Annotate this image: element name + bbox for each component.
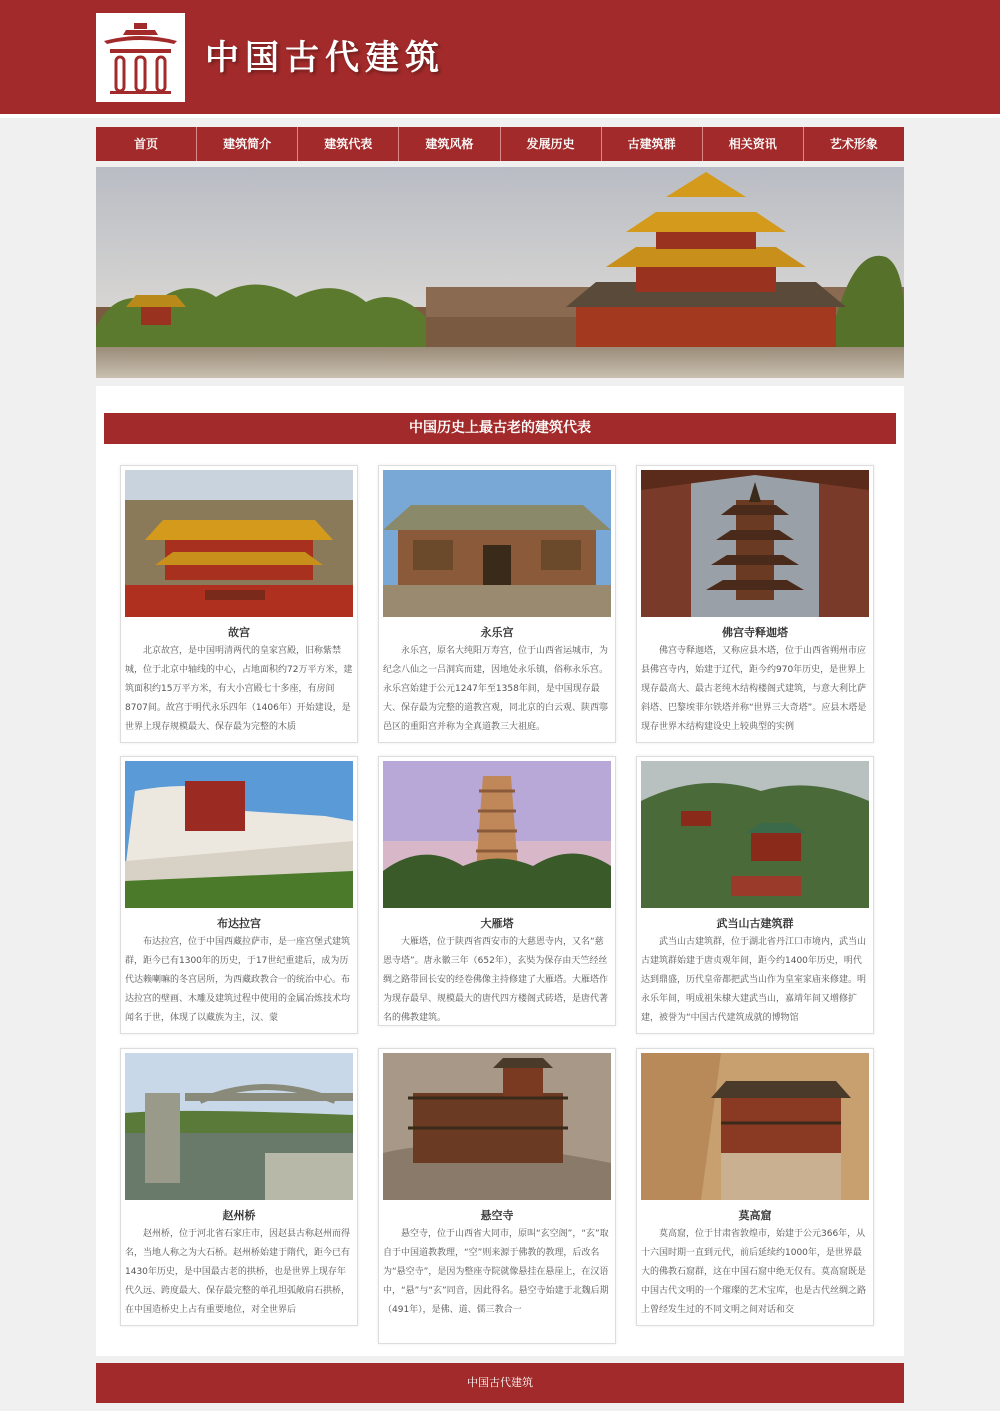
- nav-item-complexes[interactable]: 古建筑群: [602, 127, 703, 161]
- card-description: 悬空寺，位于山西省大同市，原叫“玄空阁”，“玄”取自于中国道教教理，“空”则来源于佛教的教理，后改名为“悬空寺”，是因为整座寺院就像悬挂在悬崖上，在汉语中，“悬”与“玄”同音，因此得名。悬空寺始建于北魏后期（491年），是佛、道、儒三教合一: [383, 1229, 609, 1315]
- nav-item-home[interactable]: 首页: [96, 127, 197, 161]
- pavilion-logo-icon: [96, 13, 185, 102]
- main-content: [96, 386, 904, 1356]
- card-title: 悬空寺: [480, 1209, 514, 1222]
- card-image[interactable]: [125, 470, 353, 617]
- hero-banner-image: [96, 167, 904, 378]
- card-description: 大雁塔，位于陕西省西安市的大慈恩寺内，又名“慈恩寺塔”。唐永徽三年（652年），玄奘为保存由天竺经丝绸之路带回长安的经卷佛像主持修建了大雁塔。大雁塔作为现存最早、规模最大的唐代四方楼阁式砖塔，是唐代著名的佛教建筑。: [383, 937, 609, 1023]
- section-title: 中国历史上最古老的建筑代表: [104, 413, 896, 444]
- card-image[interactable]: [641, 1053, 869, 1200]
- main-nav: [96, 127, 904, 161]
- card-image[interactable]: [383, 761, 611, 908]
- card-image[interactable]: [641, 470, 869, 617]
- card-description: 北京故宫，是中国明清两代的皇家宫殿，旧称紫禁城，位于北京中轴线的中心，占地面积约72万平方米，建筑面积约15万平方米，有大小宫殿七十多座，有房间8707间。故宫于明代永乐四年（1406年）开始建设，是世界上现存规模最大、保存最为完整的木质: [125, 646, 353, 732]
- nav-item-representatives[interactable]: 建筑代表: [298, 127, 399, 161]
- card-mogaoku[interactable]: [636, 1048, 874, 1326]
- card-image[interactable]: [383, 470, 611, 617]
- nav-item-intro[interactable]: 建筑简介: [197, 127, 298, 161]
- site-footer: 中国古代建筑: [96, 1363, 904, 1403]
- card-title: 布达拉宫: [217, 917, 261, 930]
- card-title: 佛宫寺释迦塔: [722, 626, 788, 639]
- card-image[interactable]: [641, 761, 869, 908]
- site-logo[interactable]: [96, 13, 185, 102]
- card-title: 永乐宫: [480, 626, 514, 639]
- site-title: 中国古代建筑: [205, 38, 445, 78]
- card-description: 武当山古建筑群，位于湖北省丹江口市境内，武当山古建筑群始建于唐贞观年间，距今约1400年历史，明代达到鼎盛，历代皇帝都把武当山作为皇室家庙来修建。明永乐年间，明成祖朱棣大建武当山，嘉靖年间又增修扩建，被誉为“中国古代建筑成就的博物馆: [641, 937, 867, 1023]
- card-yonglegong[interactable]: [378, 465, 616, 743]
- card-gugong[interactable]: [120, 465, 358, 743]
- card-description: 佛宫寺释迦塔，又称应县木塔，位于山西省朔州市应县佛宫寺内，始建于辽代，距今约970年历史，是世界上现存最高大、最古老纯木结构楼阁式建筑，与意大利比萨斜塔、巴黎埃菲尔铁塔并称“世界三大奇塔”。应县木塔是现存世界木结构建设史上较典型的实例: [641, 646, 867, 732]
- nav-item-style[interactable]: 建筑风格: [399, 127, 500, 161]
- card-image[interactable]: [125, 761, 353, 908]
- card-zhaozhou-bridge[interactable]: [120, 1048, 358, 1326]
- nav-item-art[interactable]: 艺术形象: [829, 137, 878, 151]
- card-title: 大雁塔: [480, 917, 514, 930]
- card-xuankongsi[interactable]: [378, 1048, 616, 1344]
- nav-item-history[interactable]: 发展历史: [501, 127, 602, 161]
- card-image[interactable]: [383, 1053, 611, 1200]
- card-dayanta[interactable]: [378, 756, 616, 1026]
- card-title: 故宫: [228, 626, 250, 639]
- card-description: 布达拉宫，位于中国西藏拉萨市，是一座宫堡式建筑群，距今已有1300年的历史，于17世纪重建后，成为历代达赖喇嘛的冬宫居所，为西藏政教合一的统治中心。布达拉宫的壁画、木雕及建筑过程中使用的金属冶炼技术均闻名于世，体现了以藏族为主，汉、蒙: [125, 937, 351, 1023]
- card-description: 赵州桥，位于河北省石家庄市，因赵县古称赵州而得名，当地人称之为大石桥。赵州桥始建于隋代，距今已有1430年历史，是中国最古老的拱桥，也是世界上现存年代久远、跨度最大、保存最完整的单孔坦弧敞肩石拱桥，在中国造桥史上占有重要地位，对全世界后: [125, 1229, 351, 1315]
- card-title: 武当山古建筑群: [716, 917, 794, 930]
- card-description: 莫高窟，位于甘肃省敦煌市，始建于公元366年，从十六国时期一直到元代，前后延续约1000年，是世界最大的佛教石窟群，这在中国石窟中绝无仅有。莫高窟既是中国古代文明的一个璀璨的艺术宝库，也是古代丝绸之路上曾经发生过的不同文明之间对话和交: [641, 1229, 867, 1315]
- card-yingxian-pagoda[interactable]: [636, 465, 874, 743]
- card-title: 莫高窟: [738, 1209, 772, 1222]
- card-description: 永乐宫，原名大纯阳万寿宫，位于山西省运城市，为纪念八仙之一吕洞宾而建，因地处永乐镇，俗称永乐宫。永乐宫始建于公元1247年至1358年间，是中国现存最大、保存最为完整的道教宫观，同北京的白云观、陕西鄠邑区的重阳宫并称为全真道教三大祖庭。: [383, 646, 609, 732]
- site-header: [0, 0, 1000, 114]
- nav-item-news[interactable]: 相关资讯: [703, 127, 804, 161]
- header-divider: [0, 114, 1000, 118]
- card-potala[interactable]: [120, 756, 358, 1034]
- card-image[interactable]: [125, 1053, 353, 1200]
- card-wudangshan[interactable]: [636, 756, 874, 1034]
- card-title: 赵州桥: [222, 1209, 256, 1222]
